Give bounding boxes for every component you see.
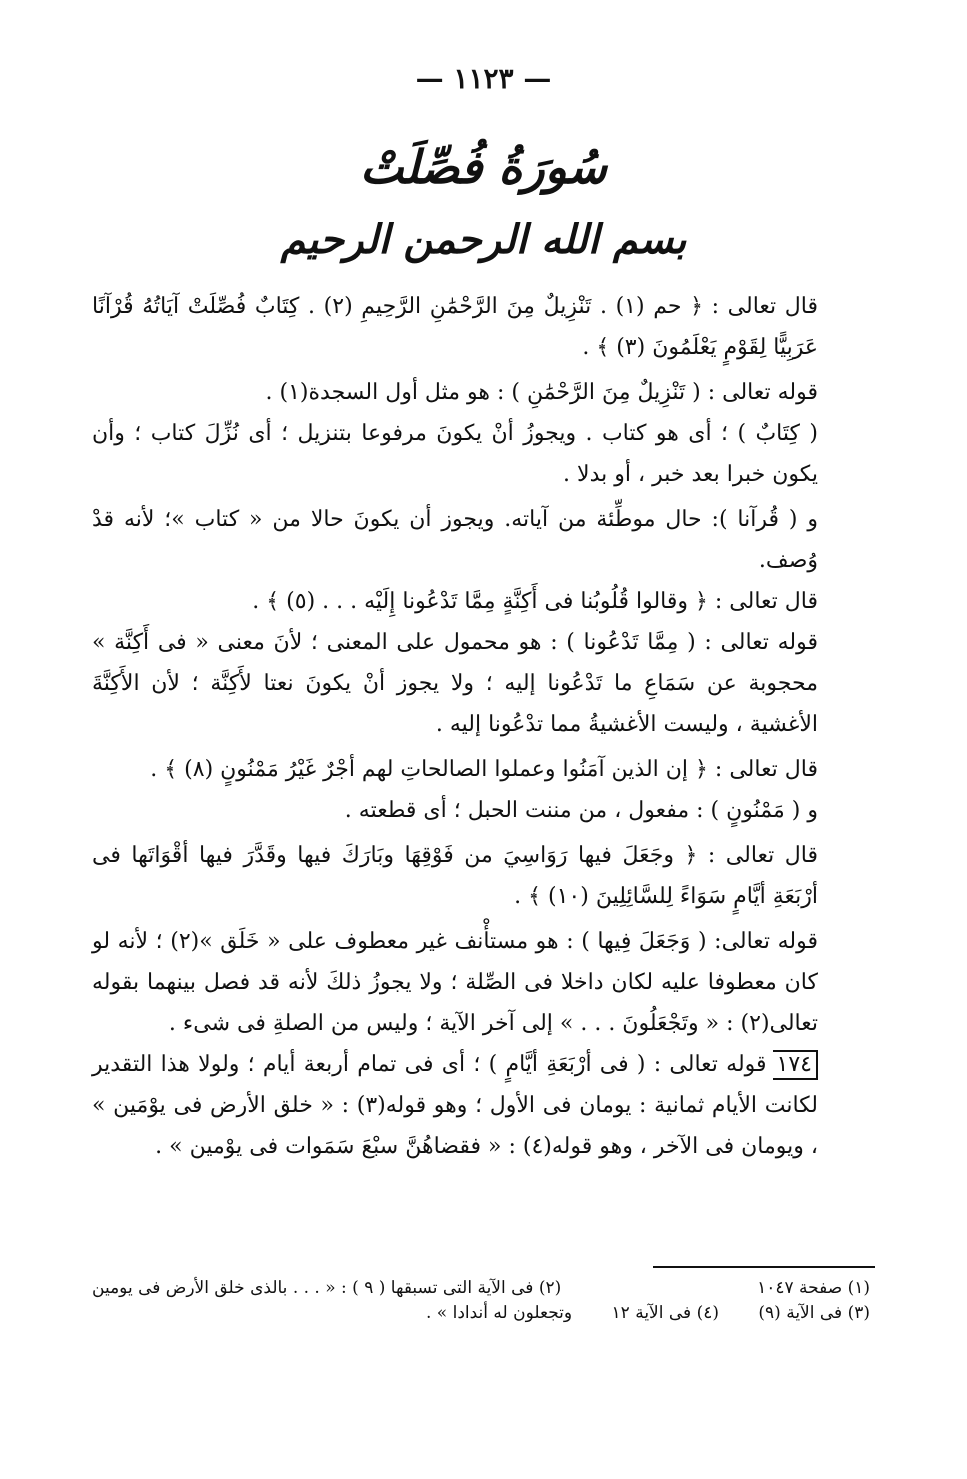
footnote-4: (٤) فى الآية ١٢: [611, 1303, 719, 1323]
footnote-line: [92, 1301, 870, 1326]
footnote-2: (٢) فى الآية التى تسبقها ( ٩ ) : « . . . بالذى خلق الأرض فى يومين: [92, 1278, 562, 1298]
body-text: [92, 286, 870, 1167]
footnote-3: (٣) فى الآية (٩): [758, 1303, 870, 1323]
footnote-divider: [653, 1266, 875, 1268]
paragraph: قال تعالى : ﴿ وجَعَلَ فيها رَوَاسِيَ من فَوْقِهَا وبَارَكَ فيها وقَدَّرَ فيها أقْوَاتَها فى أرْبَعَةِ أيَّامٍ سَوَاءً لِلسَّائِلِينَ (١٠) ﴾ .: [92, 843, 818, 909]
paragraph: قال تعالى : ﴿ إن الذين آمَنُوا وعملوا الصالحاتِ لهم أجْرٌ غَيْرُ مَمْنُونٍ (٨) ﴾ .: [150, 757, 818, 782]
page-number: — ١١٢٣ —: [415, 62, 552, 95]
paragraph: قال تعالى : ﴿ وقالوا قُلُوبُنا فى أَكِنَّةٍ مِمَّا تَدْعُونا إِلَيْه . . . (٥) ﴾ .: [252, 589, 818, 614]
paragraph: قال تعالى : ﴿ حم (١) . تَنْزِيلٌ مِنَ الرَّحْمَٰنِ الرَّحِيمِ (٢) . كِتَابٌ فُصِّلَتْ آيَاتُهُ قُرْآنًا عَرَبِيًّا لِقَوْمٍ يَعْلَمُونَ (٣) ﴾ .: [92, 294, 819, 360]
footnote-line: [92, 1276, 870, 1301]
paragraph: و ( مَمْنُونٍ ) : مفعول ، من مننت الحبل ؛ أى قطعته .: [344, 798, 818, 823]
footnote-1: (١) صفحة ١٠٤٧: [757, 1278, 870, 1298]
page-marker: ١٧٤: [773, 1050, 818, 1080]
paragraph: قوله تعالى: ( وَجَعَلَ فِيها ) : هو مستأْنف غير معطوف على « خَلَق »(٢) ؛ لأنه لو كان معطوفا عليه لكان داخلا فى الصِّلة ؛ ولا يجوزُ ذلكَ لأنه قد فصل بينهما بقوله تعالى(٢) : « وتَجْعَلُونَ . . . » إلى آخر الآية ؛ وليس من الصلةِ فى شىء .: [92, 929, 818, 1036]
paragraph: [92, 1044, 870, 1167]
footnote-2-continuation: وتجعلون له أندادا » .: [426, 1303, 573, 1323]
paragraph: ( كِتَابٌ ) ؛ أى هو كتاب . ويجوزُ أنْ يكونَ مرفوعا بتنزيل ؛ أى نُزِّلَ كتاب ؛ وأن يكون خبرا بعد خبر ، أو بدلا .: [92, 421, 818, 487]
paragraph-text: قوله تعالى : ( فى أرْبَعَةِ أيَّامٍ ) ؛ أى فى تمام أربعة أيام ؛ ولولا هذا التقدير لكانت الأيام ثمانية : يومان فى الأول ؛ وهو قوله(٣) : « خلق الأرض فى يوْمَين » ، ويومان فى الآخر ، وهو قوله(٤) : « فقضاهُنَّ سبْعَ سَمَوات فى يوْمين » .: [92, 1052, 819, 1159]
basmala: بسم الله الرحمن الرحيم: [280, 216, 687, 263]
surah-title: سُورَةُ فُصِّلَتْ: [360, 140, 607, 194]
footnotes: [92, 1276, 870, 1326]
paragraph: قوله تعالى : ( مِمَّا تَدْعُونا ) : هو محمول على المعنى ؛ لأنَ معنى « فى أَكِنَّة » محجوبة عن سَمَاعِ ما تَدْعُونا إليه ؛ ولا يجوز أنْ يكونَ نعتا لأَكِنَّة ؛ لأن الأَكِنَّةَ الأغشية ، وليست الأغشيةُ مما تدْعُونا إليه .: [92, 630, 818, 737]
paragraph: و ( قُرآنا ): حال موطِّئة من آياته. ويجوز أن يكونَ حالا من « كتاب »؛ لأنه قدْ وُصف.: [92, 507, 818, 573]
paragraph: قوله تعالى : ( تَنْزِيلٌ مِنَ الرَّحْمَٰنِ ) : هو مثل أول السجدة(١) .: [265, 380, 818, 405]
